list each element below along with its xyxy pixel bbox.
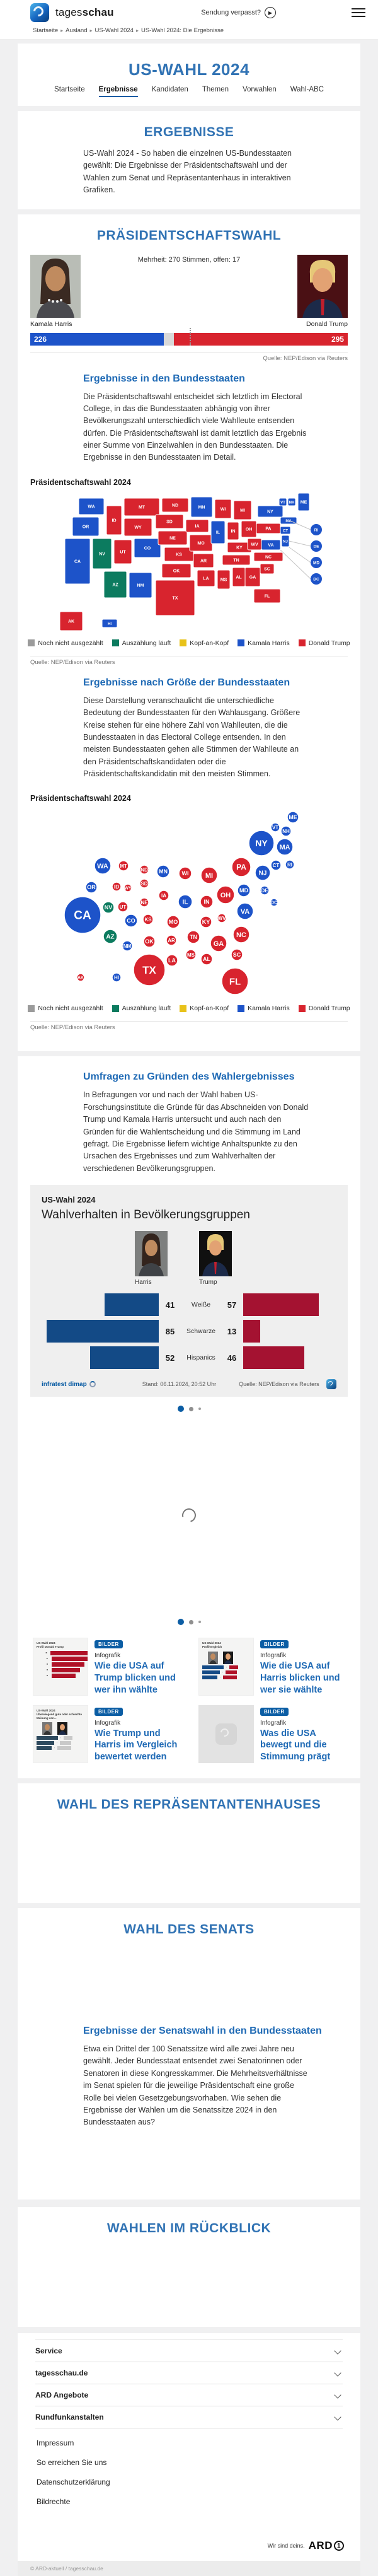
footer-link[interactable]: Datenschutzerklärung — [37, 2478, 110, 2487]
bubble-label: VT — [272, 825, 279, 831]
carousel-dots — [18, 1610, 360, 1634]
title-card — [18, 44, 360, 106]
states-bubble-map[interactable] — [18, 807, 360, 998]
praesidentschaftswahl-heading: PRÄSIDENTSCHAFTSWAHL — [96, 228, 282, 243]
states-choropleth-map[interactable] — [18, 491, 360, 633]
us-bubble-svg — [57, 809, 321, 998]
bubble-label: GA — [213, 940, 224, 948]
state-label: NM — [137, 583, 144, 588]
groesse-heading: Ergebnisse nach Größe der Bundesstaaten — [83, 677, 290, 688]
teaser-grid — [18, 1634, 360, 1766]
state-label: OH — [245, 527, 253, 532]
bubble-label: NM — [123, 943, 132, 950]
ergebnisse-heading: ERGEBNISSE — [144, 125, 234, 139]
staaten-heading: Ergebnisse in den Bundesstaaten — [83, 373, 245, 384]
bubble-label: TX — [142, 964, 156, 977]
bubble-label: CT — [272, 863, 280, 869]
tagesschau-mini-logo — [326, 1379, 336, 1389]
breadcrumb-item[interactable]: Startseite — [33, 27, 59, 34]
category-label: Hispanics — [186, 1354, 215, 1361]
rueckblick-card — [18, 2207, 360, 2327]
page-title: US-WAHL 2024 — [129, 60, 249, 79]
electoral-bar — [30, 333, 348, 346]
chart-rows — [42, 1292, 336, 1370]
trump-value: 46 — [227, 1353, 237, 1363]
bubble-label: AZ — [106, 933, 115, 941]
bubble-label: MD — [239, 887, 248, 894]
state-label: KS — [176, 552, 182, 557]
state-label: AL — [236, 575, 242, 580]
bubble-label: ID — [114, 884, 119, 890]
breadcrumb-item[interactable]: Ausland — [66, 27, 88, 34]
state-label: FL — [264, 594, 270, 599]
bubble-label: MT — [120, 863, 127, 870]
legend-label: Auszählung läuft — [122, 1005, 171, 1013]
bubble-label: TN — [190, 934, 197, 941]
tab-themen[interactable]: Themen — [202, 86, 229, 93]
state-label: CA — [74, 559, 81, 564]
bilder-badge: BILDER — [94, 1708, 123, 1716]
teaser-thumbnail: US-Wahl 2024 Überwiegend gute oder schlechte Meinung von... · · · — [33, 1705, 88, 1763]
bilder-badge: BILDER — [94, 1640, 123, 1648]
bubble-label: PA — [236, 863, 246, 872]
legend-swatch — [238, 639, 244, 646]
bubble-label: SC — [232, 952, 241, 959]
bubble-label: NV — [104, 904, 113, 911]
state-label: IA — [195, 524, 200, 529]
top-bar — [0, 0, 378, 23]
bubble-label: UT — [119, 904, 127, 911]
legend-swatch — [299, 1005, 306, 1012]
legend-label: Donald Trump — [308, 1005, 350, 1013]
state-label: CO — [144, 546, 151, 551]
senat-card — [18, 1908, 360, 2200]
legend-swatch — [112, 639, 119, 646]
kamala-harris-photo — [30, 255, 81, 318]
ard-logo: ARD 1 — [309, 2539, 344, 2552]
source-note: Quelle: NEP/Edison via Reuters — [30, 658, 115, 666]
chevron-down-icon — [334, 2369, 341, 2376]
state-label: WI — [220, 507, 226, 512]
legend-item — [299, 639, 350, 647]
legend-item — [238, 639, 290, 647]
harris-name: Kamala Harris — [30, 320, 72, 328]
state-label: PA — [265, 527, 272, 532]
breadcrumb-separator-icon: ▸ — [135, 28, 139, 33]
trump-votes: 295 — [331, 334, 344, 344]
chart-stand: Stand: 06.11.2024, 20:52 Uhr — [142, 1381, 217, 1387]
legend-label: Donald Trump — [308, 639, 350, 647]
carousel-dots — [18, 1397, 360, 1421]
bubble-label: VA — [240, 908, 250, 916]
accordion-row-rundfunkanstalten[interactable] — [35, 2406, 343, 2428]
state-label: TN — [233, 558, 239, 563]
bubble-label: OH — [220, 892, 231, 900]
chevron-down-icon — [334, 2391, 341, 2398]
repraesentantenhaus-card — [18, 1783, 360, 1903]
bubble-label: WA — [97, 863, 108, 871]
teaser-kicker: Infografik — [260, 1652, 287, 1659]
legend-swatch — [180, 639, 186, 646]
legend-swatch — [28, 1005, 35, 1012]
accordion-label: Rundfunkanstalten — [35, 2413, 104, 2422]
state-label: NE — [169, 536, 176, 541]
chart-row — [42, 1345, 336, 1370]
teaser-title[interactable]: Wie Trump und Harris im Vergleich bewertet werden — [94, 1728, 178, 1763]
ard-brand-line — [18, 2521, 360, 2561]
chart-photos — [135, 1231, 336, 1276]
state-label: NC — [265, 555, 272, 560]
demografie-chart-card — [30, 1185, 348, 1397]
teaser-card[interactable] — [33, 1638, 182, 1696]
globe-swirl-icon — [32, 4, 46, 19]
carousel-dot-active[interactable] — [178, 1619, 184, 1625]
map-title: Präsidentschaftswahl 2024 — [30, 794, 131, 803]
chart-row — [42, 1319, 336, 1344]
bubble-label: CA — [74, 909, 91, 923]
state-label: MO — [197, 541, 205, 546]
chart-source: Quelle: NEP/Edison via Reuters — [239, 1381, 319, 1387]
haus-heading: WAHL DES REPRÄSENTANTENHAUSES — [57, 1797, 321, 1812]
footer-link[interactable]: So erreichen Sie uns — [37, 2458, 107, 2468]
breadcrumb-item[interactable]: US-Wahl 2024 — [94, 27, 134, 34]
tab-kandidaten[interactable]: Kandidaten — [151, 86, 188, 93]
loading-space — [18, 1945, 360, 2014]
bubble-label: OR — [87, 884, 96, 891]
chart-kicker: US-Wahl 2024 — [42, 1195, 96, 1204]
praesidentschaftswahl-card — [18, 214, 360, 1052]
chevron-down-icon — [334, 2413, 341, 2420]
trump-bar — [243, 1320, 260, 1343]
carousel-dot[interactable] — [198, 1621, 201, 1623]
state-label: DE — [313, 544, 319, 549]
umfragen-heading: Umfragen zu Gründen des Wahlergebnisses — [83, 1071, 295, 1083]
state-label: MT — [138, 505, 146, 510]
legend-item — [299, 1005, 350, 1012]
legend-label: Noch nicht ausgezählt — [38, 639, 103, 647]
staaten-text: Die Präsidentschaftswahl entscheidet sich letztlich im Electoral College, in das die Bundesstaaten abhängig von ihrer Bevölkerungszahl unterschiedlich viele Wahlleute entsenden dürfen. Die Präsidentschaftswahl ist damit letztlich das Ergebnis einer Summe von Einzelwahlen in den Bundesstaaten. Die Ergebnisse in den Bundesstaaten im Detail. — [83, 392, 307, 462]
state-label: WV — [251, 542, 258, 547]
divider — [30, 1021, 348, 1022]
bilder-badge: BILDER — [260, 1640, 289, 1648]
loading-zone — [18, 1421, 360, 1610]
open-bar-segment — [164, 333, 174, 346]
state-label: CT — [283, 529, 288, 533]
ergebnisse-text: US-Wahl 2024 - So haben die einzelnen US-Bundesstaaten gewählt: Die Ergebnisse der Präsidentschaftswahl und der Wahlen zum Senat und Repräsentantenhaus in interaktiven Grafiken. — [83, 149, 292, 195]
loading-spinner-icon — [180, 1506, 198, 1525]
state-label: AR — [200, 559, 207, 564]
footer — [18, 2333, 360, 2576]
senat-heading: WAHL DES SENATS — [123, 1922, 255, 1937]
harris-photo-small — [135, 1231, 168, 1276]
state-label: VA — [268, 543, 274, 548]
teaser-card[interactable] — [198, 1638, 348, 1696]
legend-swatch — [238, 1005, 244, 1012]
accordion-row-tagesschaude[interactable] — [35, 2362, 343, 2384]
map-title: Präsidentschaftswahl 2024 — [30, 477, 131, 487]
state-label: SD — [166, 520, 173, 525]
teaser-card[interactable] — [198, 1705, 348, 1764]
bilder-badge: BILDER — [260, 1708, 289, 1716]
tab-wahl-abc[interactable]: Wahl-ABC — [290, 86, 324, 93]
state-label: HI — [108, 622, 112, 626]
bubble-label: NH — [282, 829, 290, 835]
teaser-kicker: Infografik — [94, 1719, 121, 1727]
legend-item — [238, 1005, 290, 1012]
bubble-label: IN — [203, 899, 210, 906]
footer-links — [18, 2428, 360, 2521]
bubble-label: RI — [287, 862, 292, 868]
legend-item — [112, 639, 171, 647]
teaser-kicker: Infografik — [94, 1652, 121, 1659]
state-label: MS — [220, 578, 227, 583]
bubble-label: ME — [289, 814, 297, 821]
trump-column-label: Trump — [199, 1279, 217, 1286]
state-label: SC — [264, 567, 270, 572]
state-label: VT — [280, 501, 285, 505]
ard-tagline: Wir sind deins. — [267, 2543, 305, 2550]
accordion-row-service[interactable] — [35, 2340, 343, 2362]
harris-bar — [105, 1293, 159, 1316]
harris-column-label: Harris — [135, 1279, 152, 1286]
category-label: Weiße — [191, 1301, 211, 1308]
teaser-card[interactable] — [33, 1705, 182, 1764]
source-note: Quelle: NEP/Edison via Reuters — [30, 1024, 115, 1032]
harris-value: 52 — [165, 1353, 175, 1363]
bubble-label: SD — [140, 881, 148, 887]
bubble-label: MI — [205, 872, 214, 880]
legend-item — [28, 1005, 103, 1012]
state-label: OR — [82, 525, 89, 530]
state-label: WY — [134, 525, 142, 530]
state-label: ID — [112, 518, 117, 523]
map-legend — [18, 998, 360, 1015]
state-label: KY — [236, 545, 243, 551]
harris-value: 85 — [165, 1326, 175, 1336]
bubble-label: AR — [168, 938, 175, 944]
legend-item — [112, 1005, 171, 1012]
accordion-label: tagesschau.de — [35, 2369, 88, 2378]
harris-votes: 226 — [34, 334, 47, 344]
bubble-label: AK — [77, 976, 84, 981]
trump-name: Donald Trump — [306, 320, 348, 328]
state-label: NH — [289, 501, 295, 505]
bubble-label: LA — [168, 957, 176, 964]
teaser-title[interactable]: Wie die USA auf Harris blicken und wer sie wählte — [260, 1661, 340, 1695]
state-label: NJ — [283, 540, 288, 544]
trump-value: 13 — [227, 1326, 237, 1336]
rueckblick-heading: WAHLEN IM RÜCKBLICK — [106, 2221, 272, 2236]
tab-startseite[interactable]: Startseite — [54, 86, 85, 93]
teaser-thumbnail: US-Wahl 2024 Profil Donald Trump ■ ■ ■ ■ ■ — [33, 1638, 88, 1696]
legend-label: Kamala Harris — [248, 639, 290, 647]
bubble-label: MS — [187, 952, 195, 959]
trump-photo-small — [199, 1231, 232, 1276]
footer-link[interactable]: Bildrechte — [37, 2497, 71, 2507]
category-label: Schwarze — [186, 1327, 216, 1335]
ergebnisse-card — [18, 111, 360, 209]
breadcrumb-separator-icon: ▸ — [60, 28, 64, 33]
legend-swatch — [299, 639, 306, 646]
legend-label: Kopf-an-Kopf — [190, 1005, 229, 1013]
state-label: MA — [285, 519, 292, 523]
tagesschau-logo-icon[interactable] — [30, 3, 49, 22]
harris-bar-segment — [30, 333, 164, 346]
chevron-down-icon — [334, 2347, 341, 2354]
state-label: MI — [240, 508, 245, 513]
state-label: AZ — [112, 583, 118, 588]
chart-title: Wahlverhalten in Bevölkerungsgruppen — [42, 1208, 250, 1221]
bubble-label: CO — [127, 918, 135, 924]
bubble-label: MA — [279, 844, 290, 852]
copyright: © ARD-aktuell / tagesschau.de — [18, 2561, 360, 2576]
bubble-label: MO — [168, 919, 178, 926]
carousel-dot[interactable] — [198, 1407, 201, 1410]
legend-label: Noch nicht ausgezählt — [38, 1005, 103, 1013]
chart-photo-labels — [135, 1279, 336, 1286]
state-label: IL — [215, 530, 220, 535]
harris-bar — [47, 1320, 159, 1343]
trump-bar — [243, 1293, 319, 1316]
bubble-label: MN — [159, 868, 168, 875]
state-label: TX — [172, 596, 178, 601]
us-map-svg — [44, 493, 334, 633]
brand-wordmark[interactable]: tagesschau — [55, 6, 114, 18]
state-label: GA — [249, 575, 256, 580]
tab-vorwahlen[interactable]: Vorwahlen — [243, 86, 277, 93]
breadcrumb-separator-icon: ▸ — [89, 28, 93, 33]
groesse-text: Diese Darstellung veranschaulicht die unterschiedliche Bedeutung der Bundesstaaten für den Wahlausgang. Größere Kreise stehen für eine höhere Zahl von Wahlleuten, die die Bundesstaaten in das Electoral College entsenden. In den meisten Bundesstaaten gehen alle Stimmen der Wahlleute an den Präsidentschaftskandidaten oder die Präsidentschaftskandidatin mit den meisten Stimmen. — [83, 696, 301, 778]
bubble-label: FL — [229, 976, 241, 988]
legend-item — [180, 1005, 229, 1012]
state-label: MN — [198, 505, 205, 510]
bubble-label: WV — [217, 916, 226, 922]
bubble-label: KY — [202, 919, 210, 926]
bubble-label: DC — [270, 900, 278, 906]
state-label: MD — [312, 561, 320, 566]
legend-item — [180, 639, 229, 647]
legend-swatch — [28, 639, 35, 646]
bubble-label: WI — [181, 870, 189, 877]
state-label: IN — [231, 529, 236, 534]
bubble-label: HI — [114, 975, 119, 981]
state-label: ND — [171, 503, 179, 508]
infratest-dimap-logo: infratest dimap — [42, 1381, 96, 1388]
teaser-kicker: Infografik — [260, 1719, 287, 1727]
legend-swatch — [112, 1005, 119, 1012]
sendung-verpasst-button[interactable] — [201, 7, 276, 18]
bubble-label: NY — [255, 838, 268, 849]
teaser-title[interactable]: Wie die USA auf Trump blicken und wer ihn wählte — [94, 1661, 176, 1695]
breadcrumb-item[interactable]: US-Wahl 2024: Die Ergebnisse — [140, 27, 224, 34]
carousel-dot-active[interactable] — [178, 1406, 184, 1412]
state-label: DC — [313, 577, 319, 582]
map-legend — [18, 633, 360, 650]
legend-swatch — [180, 1005, 186, 1012]
senatswahl-heading: Ergebnisse der Senatswahl in den Bundesstaaten — [83, 2025, 322, 2037]
accordion-label: Service — [35, 2346, 62, 2356]
bubble-label: AL — [203, 956, 210, 963]
umfragen-text: In Befragungen vor und nach der Wahl haben US-Forschungsinstitute die Gründe für das Abschneiden von Donald Trump und Kamala Harris untersucht und auch nach den Gründen für die Wahlentscheidung und die Stimmung im Land gefragt. Die Ergebnisse liefern wichtige Anhaltspunkte zu den Ursachen des Ergebnisses und zum Wahlverhalten der verschiedenen Bevölkerungsgruppen. — [83, 1090, 309, 1173]
harris-bar — [90, 1346, 159, 1369]
majority-marker — [190, 328, 191, 346]
footer-accordion — [18, 2340, 360, 2428]
legend-label: Kamala Harris — [248, 1005, 290, 1013]
chart-row — [42, 1292, 336, 1317]
trump-value: 57 — [227, 1300, 237, 1310]
accordion-label: ARD Angebote — [35, 2391, 89, 2400]
carousel-dot[interactable] — [189, 1407, 193, 1411]
state-label: AK — [67, 619, 75, 624]
state-label: LA — [203, 576, 209, 581]
play-icon: ▶ — [265, 7, 276, 18]
senatswahl-text: Etwa ein Drittel der 100 Senatssitze wird alle zwei Jahre neu gewählt. Jeder Bundesstaat entsendet zwei Senatorinnen oder Senatoren in diese Kongresskammer. Die Mehrheitsverhältnisse im Senat spielen für die jeweilige Präsidentschaft eine große Rolle bei vielen Gesetzgebungsvorhaben. Wie sehen die Ergebnisse der Wahlen um die Senatssitze 2024 in den Bundesstaaten aus? — [83, 2044, 307, 2127]
state-label: ME — [300, 500, 307, 505]
state-label: WA — [88, 504, 95, 510]
chart-footer — [42, 1379, 336, 1389]
trump-bar — [243, 1346, 304, 1369]
ard-one-icon: 1 — [334, 2541, 344, 2551]
bubble-label: WY — [124, 886, 132, 891]
bubble-label: NC — [236, 931, 246, 940]
bubble-label: NJ — [258, 870, 267, 877]
teaser-title[interactable]: Was die USA bewegt und die Stimmung prägt — [260, 1728, 331, 1763]
state-label: UT — [120, 550, 126, 555]
carousel-dot[interactable] — [189, 1620, 193, 1624]
footer-link[interactable]: Impressum — [37, 2439, 74, 2448]
legend-label: Auszählung läuft — [122, 639, 171, 647]
trump-bar-segment — [174, 333, 348, 346]
bubble-label: KS — [144, 917, 152, 923]
teaser-thumbnail: US-Wahl 2024 Profilvergleich · · · — [198, 1638, 254, 1696]
majority-label: Mehrheit: 270 Stimmen, offen: 17 — [137, 255, 241, 264]
state-label: NV — [99, 552, 105, 557]
breadcrumb — [0, 23, 378, 40]
state-label: NY — [267, 510, 273, 515]
bubble-label: IA — [161, 893, 166, 899]
bubble-label: DE — [261, 888, 268, 894]
source-note: Quelle: NEP/Edison via Reuters — [263, 354, 348, 362]
bubble-label: NE — [140, 900, 148, 906]
infratest-ring-icon — [89, 1381, 96, 1387]
harris-value: 41 — [165, 1300, 175, 1310]
teaser-thumbnail — [198, 1705, 254, 1763]
divider — [30, 352, 348, 353]
bubble-label: ND — [140, 867, 148, 873]
tab-ergebnisse[interactable]: Ergebnisse — [99, 86, 138, 97]
candidates-block — [18, 251, 360, 318]
sendung-verpasst-label: Sendung verpasst? — [201, 9, 261, 16]
accordion-row-ardangebote[interactable] — [35, 2384, 343, 2406]
umfragen-card — [18, 1056, 360, 1778]
bubble-label: IL — [182, 899, 188, 906]
globe-icon — [215, 1723, 237, 1745]
menu-icon[interactable] — [352, 8, 365, 17]
tab-bar — [18, 86, 360, 100]
legend-label: Kopf-an-Kopf — [190, 639, 229, 647]
state-label: OK — [173, 569, 180, 574]
donald-trump-photo — [297, 255, 348, 318]
legend-item — [28, 639, 103, 647]
bubble-label: OK — [145, 938, 154, 945]
state-label: RI — [314, 528, 319, 533]
